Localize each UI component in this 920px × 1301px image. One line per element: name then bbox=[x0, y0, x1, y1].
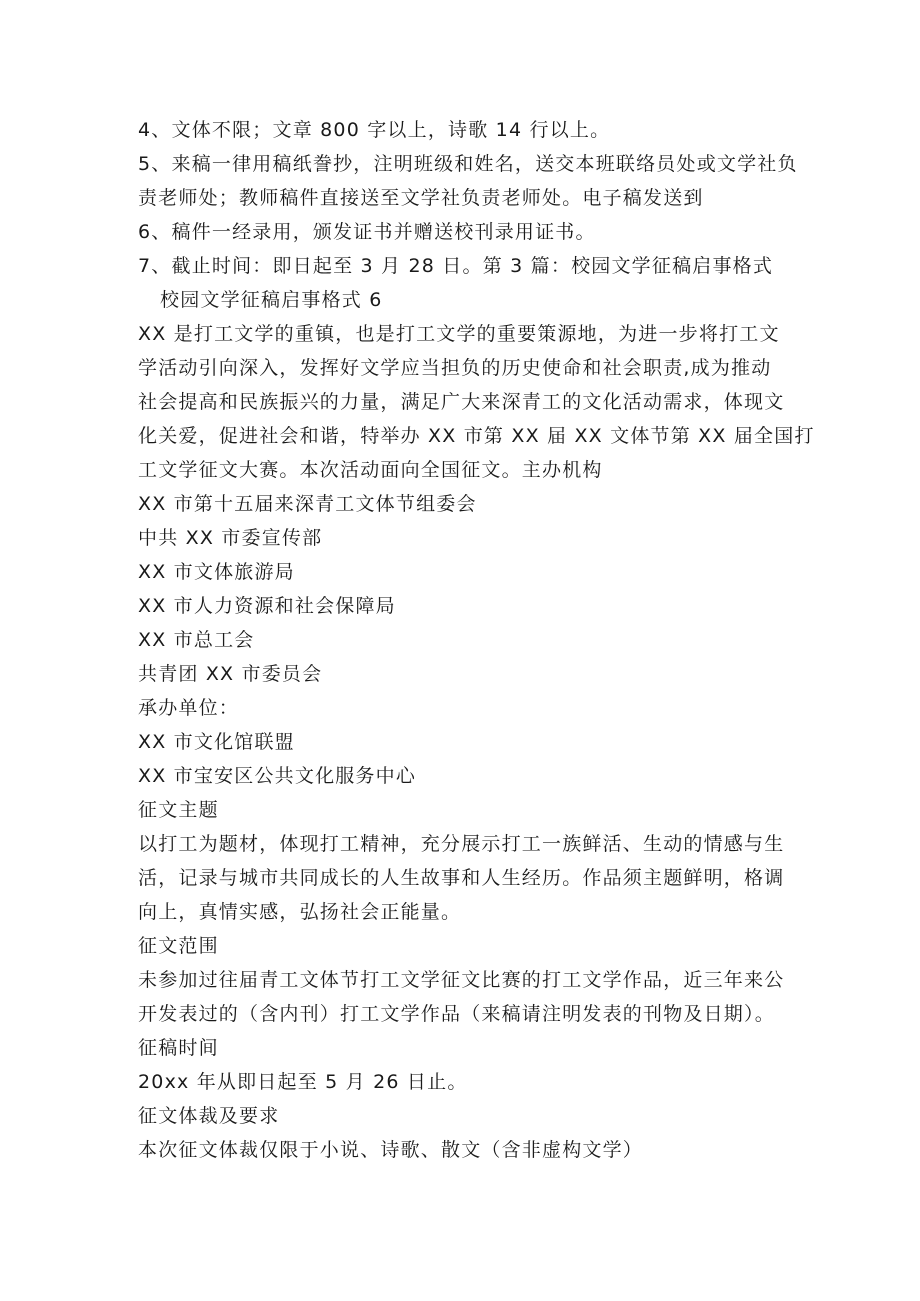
intro-paragraph-line: 学活动引向深入，发挥好文学应当担负的历史使命和社会职责,成为推动 bbox=[138, 357, 772, 379]
intro-paragraph-line: XX 是打工文学的重镇，也是打工文学的重要策源地，为进一步将打工文 bbox=[138, 323, 780, 345]
organizer-item: XX 市文体旅游局 bbox=[138, 561, 295, 583]
period-text: 20xx 年从即日起至 5 月 26 日止。 bbox=[138, 1071, 468, 1093]
scope-paragraph-line: 开发表过的（含内刊）打工文学作品（来稿请注明发表的刊物及日期）。 bbox=[138, 1003, 775, 1025]
theme-paragraph-line: 活，记录与城市共同成长的人生故事和人生经历。作品须主题鲜明，格调 bbox=[138, 867, 785, 889]
rule-item-7: 7、截止时间：即日起至 3 月 28 日。第 3 篇：校园文学征稿启事格式 bbox=[138, 255, 774, 277]
intro-paragraph-line: 工文学征文大赛。本次活动面向全国征文。主办机构 bbox=[138, 459, 603, 481]
theme-heading: 征文主题 bbox=[138, 799, 219, 821]
document-body bbox=[138, 113, 815, 1167]
organizer-item: XX 市总工会 bbox=[138, 629, 255, 651]
rule-item-4: 4、文体不限；文章 800 字以上，诗歌 14 行以上。 bbox=[138, 119, 611, 141]
theme-paragraph-line: 向上，真情实感，弘扬社会正能量。 bbox=[138, 901, 462, 923]
organizer-item: 共青团 XX 市委员会 bbox=[138, 663, 323, 685]
rule-item-6: 6、稿件一经录用，颁发证书并赠送校刊录用证书。 bbox=[138, 221, 596, 243]
genre-heading: 征文体裁及要求 bbox=[138, 1105, 280, 1127]
rule-item-5-continued: 责老师处；教师稿件直接送至文学社负责老师处。电子稿发送到 bbox=[138, 187, 704, 209]
undertaker-item: XX 市宝安区公共文化服务中心 bbox=[138, 765, 417, 787]
period-heading: 征稿时间 bbox=[138, 1037, 219, 1059]
theme-paragraph-line: 以打工为题材，体现打工精神，充分展示打工一族鲜活、生动的情感与生 bbox=[138, 833, 785, 855]
organizer-item: XX 市人力资源和社会保障局 bbox=[138, 595, 396, 617]
organizer-item: XX 市第十五届来深青工文体节组委会 bbox=[138, 493, 477, 515]
section-title: 校园文学征稿启事格式 6 bbox=[160, 289, 383, 311]
scope-paragraph-line: 未参加过往届青工文体节打工文学征文比赛的打工文学作品，近三年来公 bbox=[138, 969, 785, 991]
intro-paragraph-line: 化关爱，促进社会和谐，特举办 XX 市第 XX 届 XX 文体节第 XX 届全国打 bbox=[138, 425, 815, 447]
rule-item-5: 5、来稿一律用稿纸誊抄，注明班级和姓名，送交本班联络员处或文学社负 bbox=[138, 153, 798, 175]
intro-paragraph-line: 社会提高和民族振兴的力量，满足广大来深青工的文化活动需求，体现文 bbox=[138, 391, 785, 413]
undertaker-heading: 承办单位： bbox=[138, 697, 240, 719]
organizer-item: 中共 XX 市委宣传部 bbox=[138, 527, 323, 549]
scope-heading: 征文范围 bbox=[138, 935, 219, 957]
undertaker-item: XX 市文化馆联盟 bbox=[138, 731, 295, 753]
genre-text: 本次征文体裁仅限于小说、诗歌、散文（含非虚构文学） bbox=[138, 1139, 644, 1161]
